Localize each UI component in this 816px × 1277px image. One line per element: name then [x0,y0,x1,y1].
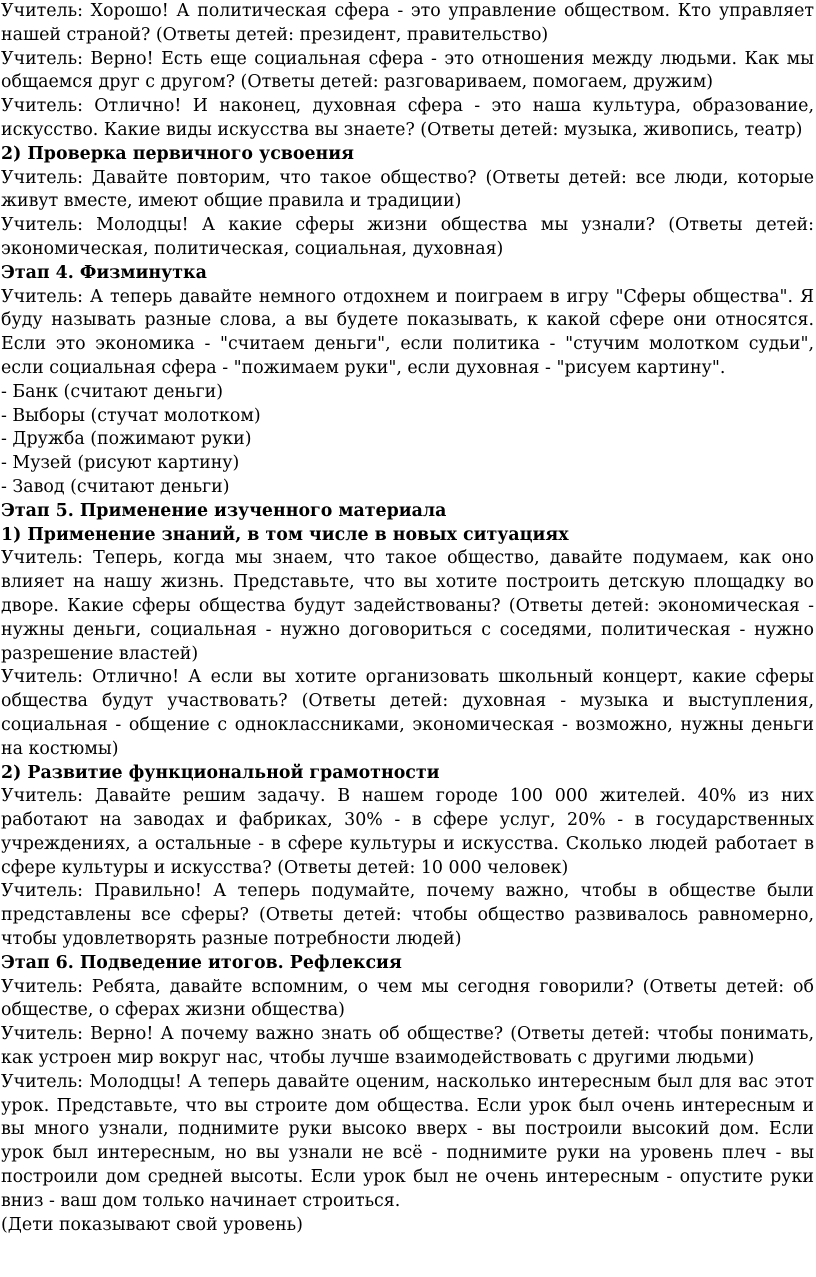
paragraph: Учитель: Хорошо! А политическая сфера - это управление обществом. Кто управляет нашей страной? (Ответы детей: президент, правительство) [1,1,814,45]
list-item: - Банк (считают деньги) [1,381,223,402]
paragraph: Учитель: Давайте повторим, что такое общество? (Ответы детей: все люди, которые живут вместе, имеют общие правила и традиции) [1,167,814,212]
section-heading: Этап 5. Применение изученного материала [1,500,447,521]
list-item: - Завод (считают деньги) [1,476,230,497]
section-heading: 2) Проверка первичного усвоения [1,143,355,164]
list-item: - Музей (рисуют картину) [1,453,240,474]
paragraph: (Дети показывают свой уровень) [1,1214,303,1235]
paragraph: Учитель: Молодцы! А теперь давайте оценим, насколько интересным был для вас этот урок. Представьте, что вы строите дом общества. Если урок был очень интересным и вы много узнали, поднимите руки высоко вверх - вы построили высокий дом. Если урок был интересным, но вы узнали не всё - поднимите руки на уровень плеч - вы построили дом средней высоты. Если урок был не очень интересным - опустите руки вниз - ваш дом только начинает строиться. [1,1071,814,1211]
list-item: - Дружба (пожимают руки) [1,429,252,450]
paragraph: Учитель: Правильно! А теперь подумайте, почему важно, чтобы в обществе были представлены все сферы? (Ответы детей: чтобы общество развивалось равномерно, чтобы удовлетворять разные потребности людей) [1,881,814,950]
paragraph: Учитель: Верно! Есть еще социальная сфера - это отношения между людьми. Как мы общаемся друг с другом? (Ответы детей: разговариваем, помогаем, дружим) [1,48,814,93]
section-heading: Этап 4. Физминутка [1,262,207,283]
section-heading: 1) Применение знаний, в том числе в новых ситуациях [1,524,569,545]
paragraph: Учитель: Отлично! И наконец, духовная сфера - это наша культура, образование, искусство. Какие виды искусства вы знаете? (Ответы детей: музыка, живопись, театр) [1,96,814,140]
paragraph: Учитель: Давайте решим задачу. В нашем городе 100 000 жителей. 40% из них работают на заводах и фабриках, 30% - в сфере услуг, 20% - в государственных учреждениях, а остальные - в сфере культуры и искусства. Сколько людей работает в сфере культуры и искусства? (Ответы детей: 10 000 человек) [1,786,814,878]
paragraph: Учитель: А теперь давайте немного отдохнем и поиграем в игру "Сферы общества". Я буду называть разные слова, а вы будете показывать, к какой сфере они относятся. Если это экономика - "считаем деньги", если политика - "стучим молотком судьи", если социальная сфера - "пожимаем руки", если духовная - "рисуем картину". [1,286,814,378]
paragraph: Учитель: Отлично! А если вы хотите организовать школьный концерт, какие сферы общества будут участвовать? (Ответы детей: духовная - музыка и выступления, социальная - общение с одноклассниками, экономическая - возможно, нужны деньги на костюмы) [1,667,814,759]
list-item: - Выборы (стучат молотком) [1,405,261,426]
paragraph: Учитель: Ребята, давайте вспомним, о чем мы сегодня говорили? (Ответы детей: об обществе, о сферах жизни общества) [1,976,814,1021]
section-heading: Этап 6. Подведение итогов. Рефлексия [1,952,402,973]
section-heading: 2) Развитие функциональной грамотности [1,762,440,783]
paragraph: Учитель: Молодцы! А какие сферы жизни общества мы узнали? (Ответы детей: экономическая, политическая, социальная, духовная) [1,215,814,259]
paragraph: Учитель: Верно! А почему важно знать об обществе? (Ответы детей: чтобы понимать, как устроен мир вокруг нас, чтобы лучше взаимодействовать с другими людьми) [1,1024,814,1069]
paragraph: Учитель: Теперь, когда мы знаем, что такое общество, давайте подумаем, как оно влияет на нашу жизнь. Представьте, что вы хотите построить детскую площадку во дворе. Какие сферы общества будут задействованы? (Ответы детей: экономическая - нужны деньги, социальная - нужно договориться с соседями, политическая - нужно разрешение властей) [1,548,814,664]
